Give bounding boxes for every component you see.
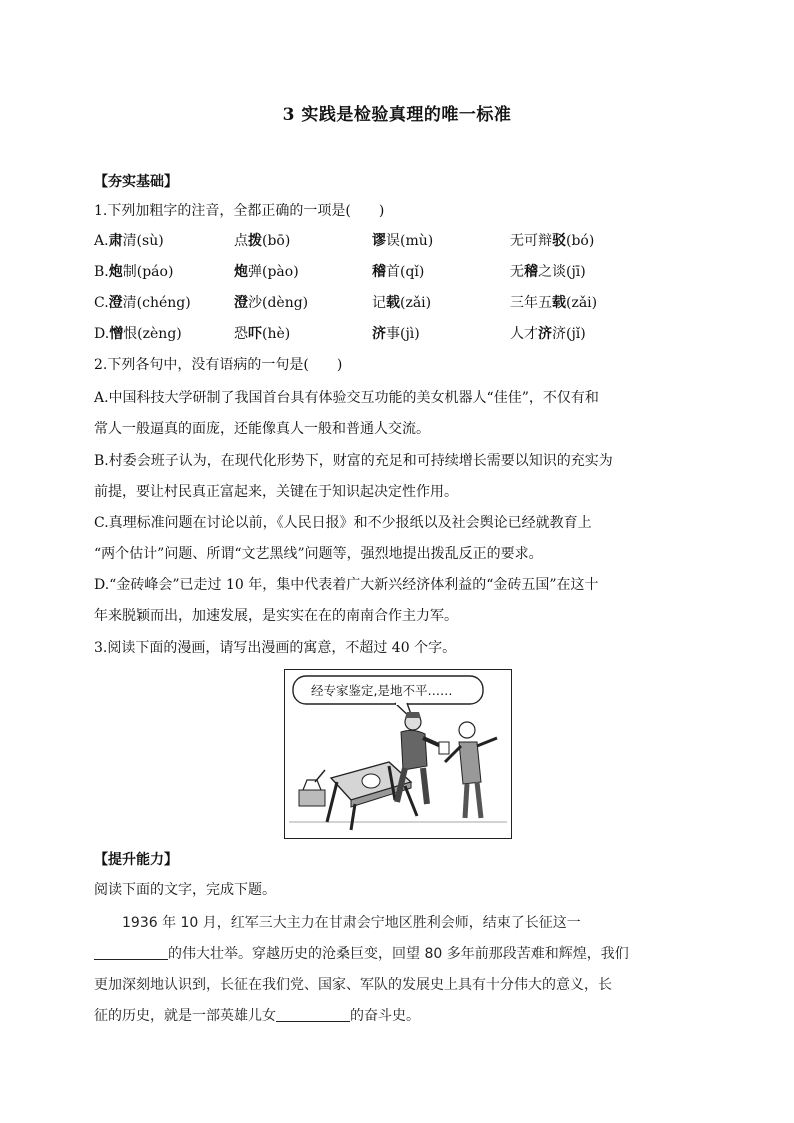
- question-2-line: B.村委会班子认为，在现代化形势下，财富的充足和可持续增长需要以知识的充实为: [94, 453, 613, 469]
- reading-instruction: 阅读下面的文字，完成下题。: [94, 882, 276, 898]
- section-heading-improve: 【提升能力】: [94, 852, 178, 868]
- fill-blank[interactable]: [94, 945, 168, 960]
- option-bold-char: 憎: [109, 326, 124, 342]
- option-letter: A.: [94, 233, 109, 249]
- option-bold-char: 载: [552, 295, 566, 311]
- question-2-line: A.中国科技大学研制了我国首台具有体验交互功能的美女机器人“佳佳”，不仅有和: [94, 390, 599, 406]
- question-3-stem: 3.阅读下面的漫画，请写出漫画的寓意，不超过 40 个字。: [94, 640, 457, 656]
- option-text: 记: [372, 295, 386, 311]
- option-bold-char: 稽: [372, 264, 386, 280]
- option-c-item: [94, 293, 191, 313]
- option-text: 无: [510, 264, 524, 280]
- passage-text: 的奋斗史。: [350, 1008, 420, 1024]
- toolbox: [299, 770, 325, 806]
- cartoon-illustration: [285, 670, 511, 838]
- option-text: (bō): [262, 233, 291, 249]
- option-text: (bó): [566, 233, 595, 249]
- option-bold-char: 吓: [248, 326, 262, 342]
- reading-passage: [94, 908, 700, 1032]
- option-bold-char: 驳: [552, 233, 566, 249]
- cartoon-image: [284, 669, 512, 839]
- page-title: 3 实践是检验真理的唯一标准: [282, 105, 512, 125]
- option-c-item: [372, 293, 431, 313]
- option-b-item: [234, 262, 299, 282]
- question-2-line: 常人一般逼真的面庞，还能像真人一般和普通人交流。: [94, 421, 430, 437]
- option-bold-char: 炮: [108, 264, 123, 280]
- option-b-item: [372, 262, 424, 282]
- option-text: 济(jǐ): [552, 326, 586, 342]
- option-b-item: [94, 262, 173, 282]
- option-text: 沙(dèng): [248, 295, 309, 311]
- option-bold-char: 澄: [108, 295, 123, 311]
- option-text: (zǎi): [566, 295, 598, 311]
- option-d-item: [234, 324, 290, 344]
- expert-figure: [445, 722, 497, 818]
- fill-blank[interactable]: [276, 1007, 350, 1022]
- question-1-stem: 1.下列加粗字的注音，全都正确的一项是( ): [94, 203, 385, 219]
- option-text: 首(qǐ): [386, 264, 425, 280]
- passage-text: 征的历史，就是一部英雄儿女: [94, 1008, 276, 1024]
- option-letter: D.: [94, 326, 110, 342]
- option-text: 点: [234, 233, 248, 249]
- option-d-item: [372, 324, 420, 344]
- option-bold-char: 稽: [524, 264, 538, 280]
- option-bold-char: 济: [538, 326, 552, 342]
- option-bold-char: 济: [372, 326, 386, 342]
- option-a-item: [94, 231, 164, 251]
- option-letter: C.: [94, 295, 109, 311]
- speech-bubble-text: 经专家鉴定,是地不平……: [311, 683, 453, 698]
- option-text: 清(sù): [122, 233, 164, 249]
- option-bold-char: 肃: [108, 233, 123, 249]
- passage-line: [94, 1001, 700, 1032]
- option-c-item: [234, 293, 308, 313]
- option-text: 制(páo): [122, 264, 174, 280]
- option-bold-char: 炮: [234, 264, 248, 280]
- option-bold-char: 载: [386, 295, 400, 311]
- option-a-item: [372, 231, 433, 251]
- option-text: 恨(zèng): [123, 326, 182, 342]
- option-text: 误(mù): [386, 233, 434, 249]
- option-a-item: [510, 231, 594, 251]
- option-text: 三年五: [510, 295, 552, 311]
- option-text: 弹(pào): [248, 264, 299, 280]
- question-2-line: D.“金砖峰会”已走过 10 年，集中代表着广大新兴经济体利益的“金砖五国”在这十: [94, 577, 599, 593]
- option-d-item: [94, 324, 182, 344]
- option-bold-char: 澄: [234, 295, 248, 311]
- option-text: 恐: [234, 326, 248, 342]
- section-heading-basics: 【夯实基础】: [94, 174, 178, 190]
- question-2-line: C.真理标准问题在讨论以前，《人民日报》和不少报纸以及社会舆论已经就教育上: [94, 515, 592, 531]
- option-text: (zǎi): [400, 295, 432, 311]
- option-a-item: [234, 231, 290, 251]
- passage-text: 的伟大壮举。穿越历史的沧桑巨变，回望 80 多年前那段苦难和辉煌，我们: [168, 946, 629, 962]
- option-text: (hè): [262, 326, 291, 342]
- option-c-item: [510, 293, 597, 313]
- option-bold-char: 拨: [248, 233, 262, 249]
- passage-line: [94, 939, 700, 970]
- option-b-item: [510, 262, 586, 282]
- option-bold-char: 谬: [372, 233, 386, 249]
- option-text: 无可辩: [510, 233, 552, 249]
- passage-line: 更加深刻地认识到，长征在我们党、国家、军队的发展史上具有十分伟大的意义，长: [94, 977, 612, 993]
- passage-line: 1936 年 10 月，红军三大主力在甘肃会宁地区胜利会师，结束了长征这一: [122, 915, 581, 931]
- question-2-line: “两个估计”问题、所谓“文艺黑线”问题等，强烈地提出拨乱反正的要求。: [94, 546, 543, 562]
- question-2-line: 前提，要让村民真正富起来，关键在于知识起决定性作用。: [94, 484, 458, 500]
- question-2-line: 年来脱颖而出，加速发展，是实实在在的南南合作主力军。: [94, 608, 458, 624]
- option-text: 人才: [510, 326, 538, 342]
- option-text: 之谈(jī): [538, 264, 586, 280]
- question-2-stem: 2.下列各句中，没有语病的一句是( ): [94, 357, 343, 373]
- option-letter: B.: [94, 264, 109, 280]
- option-d-item: [510, 324, 586, 344]
- option-text: 清(chéng): [122, 295, 191, 311]
- option-text: 事(jì): [386, 326, 420, 342]
